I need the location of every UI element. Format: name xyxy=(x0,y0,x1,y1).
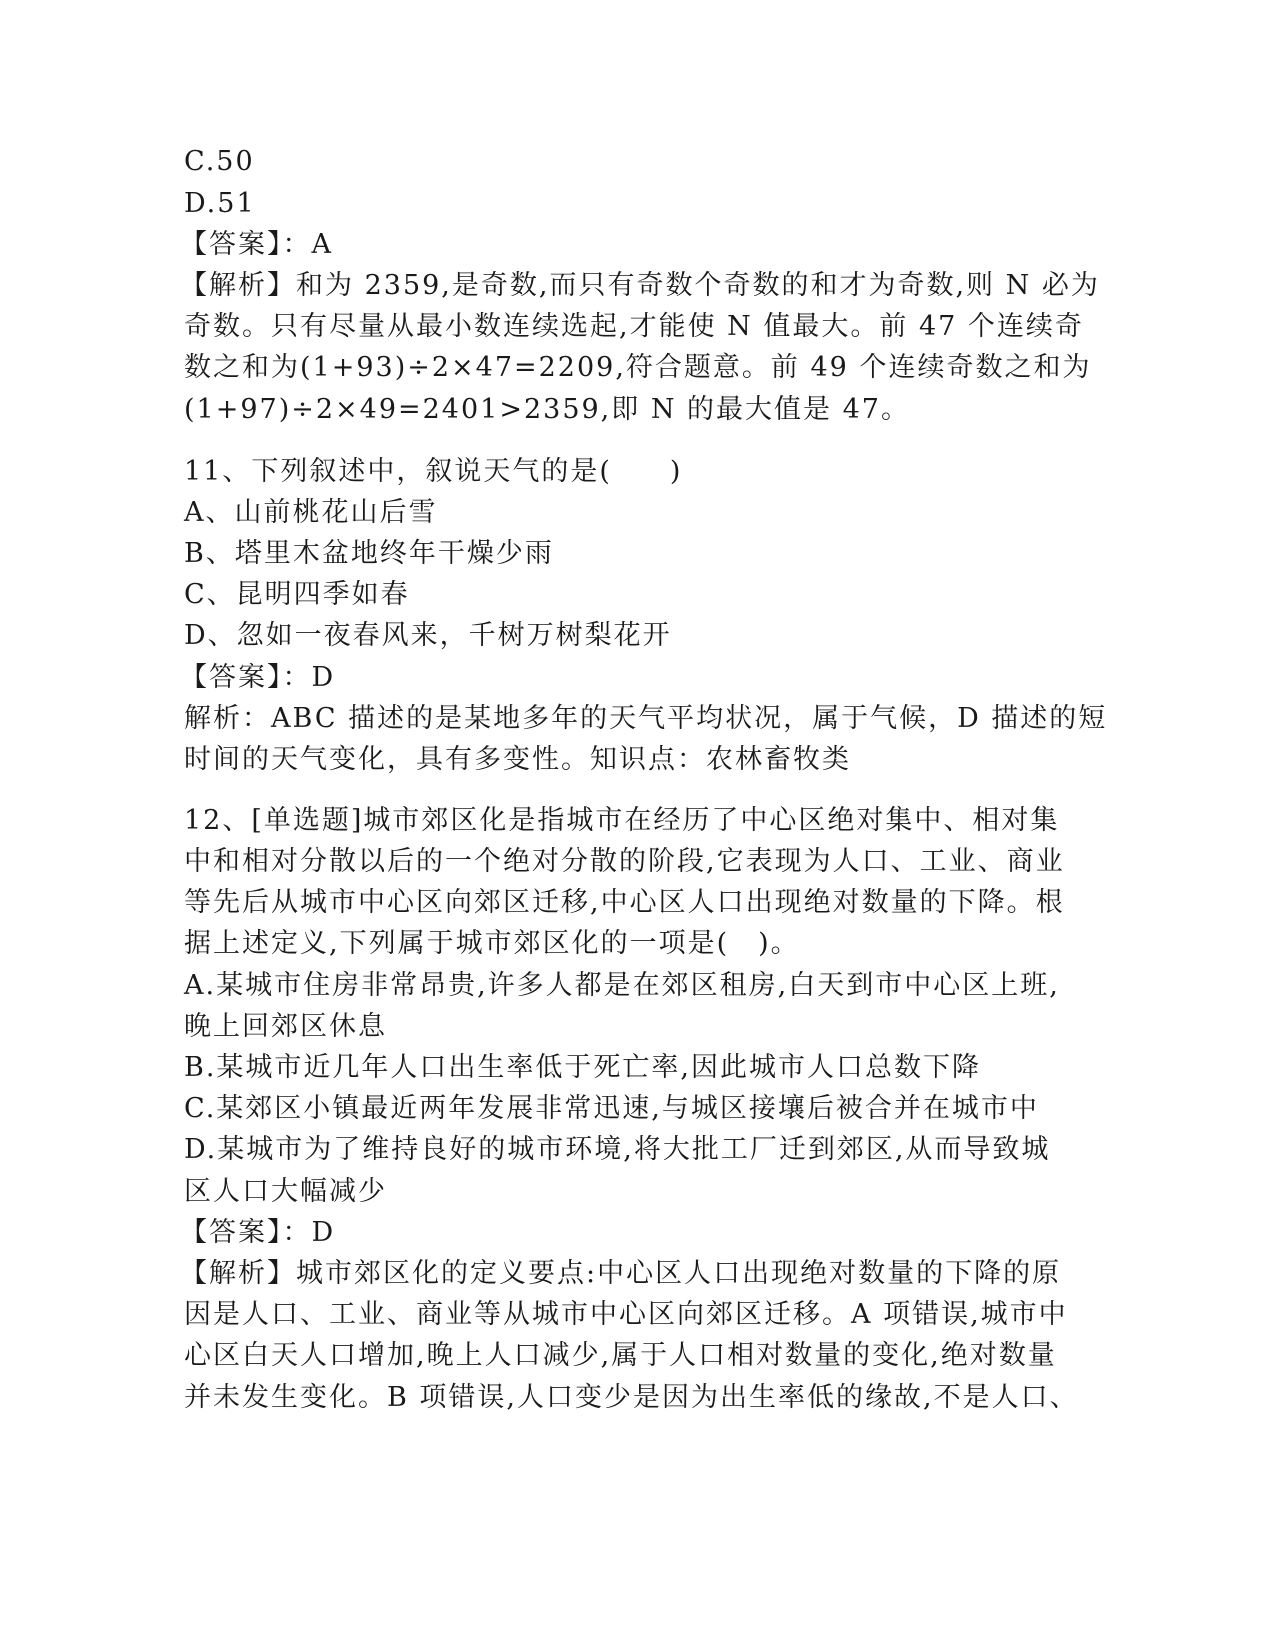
q12-stem-line-3: 等先后从城市中心区向郊区迁移,中心区人口出现绝对数量的下降。根 xyxy=(184,887,1065,918)
q12-explanation-line-4: 并未发生变化。B 项错误,人口变少是因为出生率低的缘故,不是人口、 xyxy=(184,1382,1079,1413)
q11-option-b: B、塔里木盆地终年干燥少雨 xyxy=(184,538,554,569)
q12-stem-line-1: 12、[单选题]城市郊区化是指城市在经历了中心区绝对集中、相对集 xyxy=(184,805,1060,836)
prev-explanation-line-4: (1+97)÷2×49=2401>2359,即 N 的最大值是 47。 xyxy=(184,394,910,425)
prev-option-c: C.50 xyxy=(184,146,255,177)
prev-option-d: D.51 xyxy=(184,188,256,219)
q11-explanation-line-2: 时间的天气变化，具有多变性。知识点：农林畜牧类 xyxy=(184,744,851,775)
q12-stem-line-2: 中和相对分散以后的一个绝对分散的阶段,它表现为人口、工业、商业 xyxy=(184,846,1065,877)
q11-option-c: C、昆明四季如春 xyxy=(184,579,410,610)
q11-answer: 【答案】：D xyxy=(180,662,336,693)
q12-option-c: C.某郊区小镇最近两年发展非常迅速,与城区接壤后被合并在城市中 xyxy=(184,1093,1039,1124)
q11-option-a: A、山前桃花山后雪 xyxy=(184,497,438,528)
q12-option-a-line-2: 晚上回郊区休息 xyxy=(184,1011,387,1042)
q12-answer: 【答案】：D xyxy=(180,1217,336,1248)
q11-explanation-line-1: 解析：ABC 描述的是某地多年的天气平均状况，属于气候，D 描述的短 xyxy=(184,703,1108,734)
q12-explanation-line-1: 【解析】城市郊区化的定义要点:中心区人口出现绝对数量的下降的原 xyxy=(180,1258,1062,1289)
prev-answer: 【答案】：A xyxy=(180,229,333,260)
q12-stem-line-4: 据上述定义,下列属于城市郊区化的一项是( )。 xyxy=(184,928,800,959)
prev-explanation-line-2: 奇数。只有尽量从最小数连续选起,才能使 N 值最大。前 47 个连续奇 xyxy=(184,311,1084,342)
q12-option-a-line-1: A.某城市住房非常昂贵,许多人都是在郊区租房,白天到市中心区上班, xyxy=(184,970,1060,1001)
q12-option-d-line-2: 区人口大幅减少 xyxy=(184,1176,387,1207)
q11-option-d: D、忽如一夜春风来，千树万树梨花开 xyxy=(184,620,672,651)
prev-explanation-line-1: 【解析】和为 2359,是奇数,而只有奇数个奇数的和才为奇数,则 N 必为 xyxy=(180,270,1100,301)
prev-explanation-line-3: 数之和为(1+93)÷2×47=2209,符合题意。前 49 个连续奇数之和为 xyxy=(184,352,1092,383)
q12-explanation-line-2: 因是人口、工业、商业等从城市中心区向郊区迁移。A 项错误,城市中 xyxy=(184,1299,1068,1330)
q12-option-d-line-1: D.某城市为了维持良好的城市环境,将大批工厂迁到郊区,从而导致城 xyxy=(184,1134,1051,1165)
q12-explanation-line-3: 心区白天人口增加,晚上人口减少,属于人口相对数量的变化,绝对数量 xyxy=(184,1340,1057,1371)
q11-stem: 11、下列叙述中，叙说天气的是( ) xyxy=(184,456,683,487)
q12-option-b: B.某城市近几年人口出生率低于死亡率,因此城市人口总数下降 xyxy=(184,1052,982,1083)
